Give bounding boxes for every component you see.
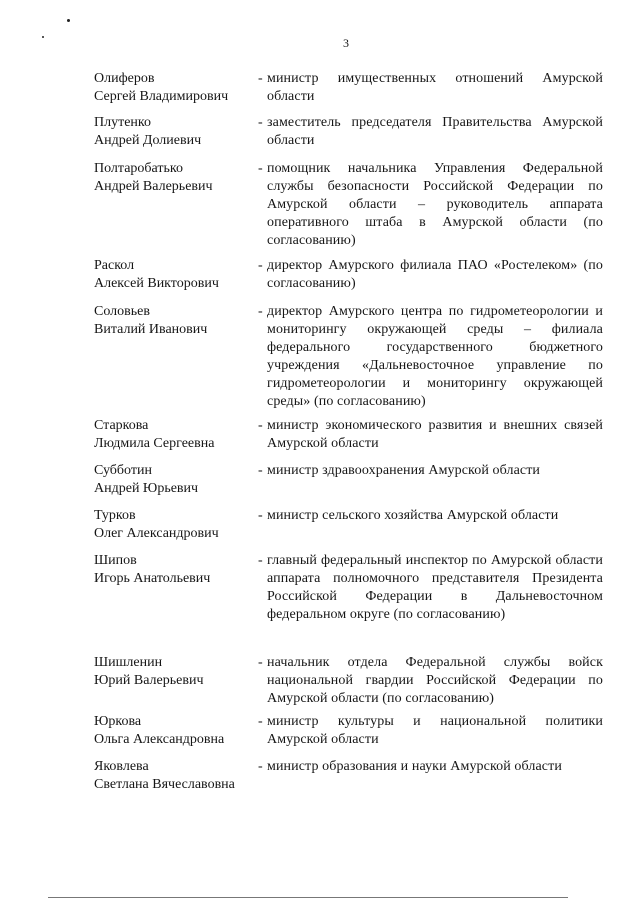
member-role: министр сельского хозяйства Амурской области bbox=[267, 508, 559, 523]
member-name bbox=[94, 507, 259, 543]
member-given-name: Светлана Вячеславовна bbox=[94, 777, 235, 792]
member-given-name: Виталий Иванович bbox=[94, 322, 208, 337]
member-given-name: Юрий Валерьевич bbox=[94, 673, 204, 688]
member-role: министр экономического развития и внешних связей Амурской области bbox=[267, 418, 603, 451]
dash-separator: - bbox=[258, 655, 263, 670]
dash-separator: - bbox=[258, 418, 263, 433]
member-name bbox=[94, 713, 259, 749]
member-role: помощник начальника Управления Федеральной службы безопасности Российской Федерации по Амурской области – руководитель аппарата оперативного штаба в Амурской области (по согласованию) bbox=[267, 161, 603, 248]
member-role: начальник отдела Федеральной службы войск национальной гвардии Российской Федерации по Амурской области (по согласованию) bbox=[267, 655, 603, 706]
member-surname: Турков bbox=[94, 508, 136, 523]
member-name bbox=[94, 654, 259, 690]
dash-separator: - bbox=[258, 258, 263, 273]
dash-separator: - bbox=[258, 714, 263, 729]
member-name bbox=[94, 462, 259, 498]
dash-separator: - bbox=[258, 553, 263, 568]
member-surname: Олиферов bbox=[94, 71, 155, 86]
member-given-name: Андрей Валерьевич bbox=[94, 179, 213, 194]
member-name bbox=[94, 114, 259, 150]
member-surname: Старкова bbox=[94, 418, 149, 433]
member-surname: Шишленин bbox=[94, 655, 163, 670]
member-given-name: Алексей Викторович bbox=[94, 276, 219, 291]
page-number: 3 bbox=[343, 36, 349, 50]
dash-separator: - bbox=[258, 463, 263, 478]
member-role: министр образования и науки Амурской области bbox=[267, 759, 562, 774]
member-given-name: Андрей Долиевич bbox=[94, 133, 202, 148]
member-role: директор Амурского центра по гидрометеорологии и мониторингу окружающей среды – филиала федерального государственного бюджетного учреждения «Дальневосточное управление по гидрометеорологии и мониторингу окружающей среды» (по согласованию) bbox=[267, 304, 603, 409]
member-surname: Субботин bbox=[94, 463, 152, 478]
member-name bbox=[94, 417, 259, 453]
member-role: министр культуры и национальной политики Амурской области bbox=[267, 714, 603, 747]
member-name bbox=[94, 70, 259, 106]
dash-separator: - bbox=[258, 759, 263, 774]
member-surname: Соловьев bbox=[94, 304, 150, 319]
member-name bbox=[94, 552, 259, 588]
member-role: министр здравоохранения Амурской области bbox=[267, 463, 541, 478]
dash-separator: - bbox=[258, 115, 263, 130]
member-surname: Полтаробатько bbox=[94, 161, 183, 176]
dash-separator: - bbox=[258, 304, 263, 319]
member-name bbox=[94, 257, 259, 293]
dash-separator: - bbox=[258, 71, 263, 86]
scan-edge-line bbox=[48, 897, 568, 898]
member-name bbox=[94, 303, 259, 339]
member-role: главный федеральный инспектор по Амурской области аппарата полномочного представителя Президента Российской Федерации в Дальневосточном федеральном округе (по согласованию) bbox=[267, 553, 603, 622]
member-role: министр имущественных отношений Амурской области bbox=[267, 71, 603, 104]
member-name bbox=[94, 758, 259, 794]
member-given-name: Игорь Анатольевич bbox=[94, 571, 211, 586]
member-given-name: Людмила Сергеевна bbox=[94, 436, 215, 451]
member-name bbox=[94, 160, 259, 196]
member-surname: Плутенко bbox=[94, 115, 152, 130]
member-role: заместитель председателя Правительства Амурской области bbox=[267, 115, 603, 148]
dash-separator: - bbox=[258, 161, 263, 176]
member-surname: Яковлева bbox=[94, 759, 149, 774]
member-surname: Шипов bbox=[94, 553, 137, 568]
member-given-name: Ольга Александровна bbox=[94, 732, 225, 747]
member-given-name: Сергей Владимирович bbox=[94, 89, 229, 104]
member-given-name: Олег Александрович bbox=[94, 526, 219, 541]
scan-speck bbox=[67, 19, 70, 22]
member-given-name: Андрей Юрьевич bbox=[94, 481, 199, 496]
member-surname: Юркова bbox=[94, 714, 142, 729]
member-surname: Раскол bbox=[94, 258, 135, 273]
dash-separator: - bbox=[258, 508, 263, 523]
member-role: директор Амурского филиала ПАО «Ростелеком» (по согласованию) bbox=[267, 258, 603, 291]
